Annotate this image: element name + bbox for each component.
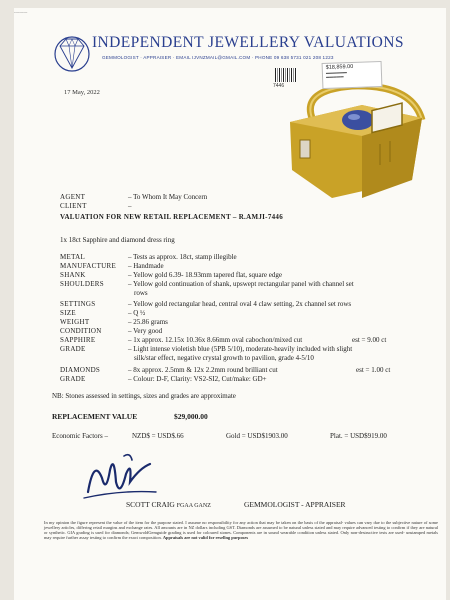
detail-value: – Q ½ (128, 309, 146, 317)
detail-label: SIZE (60, 309, 76, 317)
company-name: INDEPENDENT JEWELLERY VALUATIONS (92, 34, 404, 51)
detail-value: – Yellow gold 6.39- 18.93mm tapered flat, square edge (128, 271, 282, 279)
contact-line: GEMMOLOGIST · APPRAISER · EMAIL IJVNZMAIL@GMAIL.COM · PHONE 09 638 5731 021 208 1223 (102, 55, 334, 60)
valuation-title: VALUATION FOR NEW RETAIL REPLACEMENT – R.AMJI-7446 (60, 213, 284, 221)
detail-label: DIAMONDS (60, 366, 101, 374)
detail-value: – Light intense violetish blue (5PB 5/10), moderate-heavily included with slight (128, 345, 353, 353)
detail-value: – Yellow gold continuation of shank, upswept rectangular panel with channel set (128, 280, 354, 288)
detail-label: METAL (60, 253, 86, 261)
signature-image (80, 448, 160, 506)
detail-label: GRADE (60, 375, 86, 383)
disclaimer-body: In my opinion the figure represent the value of the item for the purpose stated. I assume no responsibility for any action that may be taken on the basis of the appraisal- values can vary due to the subjective nature of some jewellery articles, differing retail margins and exchange rates. All amounts are in NZ dollars including GST. Diamonds are assumed to be natural unless stated and may require advanced testing to confirm if they are natural or synthetic. GIA grading is used for diamonds; GemwoldGemguide grading is used for coloured stones. Components are in sound wearable condition unless stated. Only non-destructive tests are used- unstamped metals may require further assay testing to confirm the exact composition. (44, 520, 438, 541)
detail-label: CONDITION (60, 327, 102, 335)
barcode-number: 7446 (273, 83, 285, 89)
client-label: CLIENT (60, 202, 87, 210)
exchange-rate: NZD$ = USD$.66 (132, 432, 184, 440)
detail-value: – Yellow gold rectangular head, central oval 4 claw setting, 2x channel set rows (128, 300, 352, 308)
detail-label: MANUFACTURE (60, 262, 117, 270)
detail-label: SAPPHIRE (60, 336, 96, 344)
detail-label: WEIGHT (60, 318, 90, 326)
ring-photo (262, 60, 446, 210)
item-description: 1x 18ct Sapphire and diamond dress ring (60, 236, 175, 244)
signer-role: GEMMOLOGIST - APPRAISER (244, 500, 346, 509)
stones-note: NB: Stones assessed in settings, sizes and grades are approximate (52, 392, 236, 400)
signer-name: SCOTT CRAIG (126, 500, 175, 509)
price-tag (322, 61, 383, 89)
detail-value: – Tests as approx. 18ct, stamp illegible (128, 253, 237, 261)
detail-value-continued: silk/star effect, negative crystal growth to pavilion, grade 4-5/10 (134, 354, 314, 362)
detail-value: – 1x approx. 12.15x 10.36x 8.66mm oval cabochon/mixed cut (128, 336, 303, 344)
signer-credentials: FGAA GANZ (176, 503, 211, 509)
detail-value-continued: rows (134, 289, 148, 297)
barcode-icon (275, 68, 297, 82)
agent-label: AGENT (60, 193, 86, 201)
disclaimer-text (44, 520, 438, 540)
detail-label: SETTINGS (60, 300, 96, 308)
price-tag-value: $18,859.00 (325, 63, 354, 71)
document-date: 17 May, 2022 (64, 89, 100, 96)
detail-label: SHOULDERS (60, 280, 104, 288)
top-small-text: ---------- (14, 10, 28, 15)
diamond-estimate: est = 1.00 ct (356, 366, 391, 374)
replacement-value: $29,000.00 (174, 412, 208, 421)
gold-price: Gold = USD$1903.00 (226, 432, 288, 440)
detail-value: – 25.86 grams (128, 318, 168, 326)
economic-factors-label: Economic Factors – (52, 432, 108, 440)
agent-value: – To Whom It May Concern (128, 193, 208, 201)
client-value: – (128, 202, 132, 210)
disclaimer-bold: Appraisals are not valid for resellng purposes (162, 535, 249, 541)
platinum-price: Plat. = USD$919.00 (330, 432, 387, 440)
company-logo-icon (52, 28, 92, 84)
price-tag-lines: ▬▬▬▬▬▬ ▬▬▬▬▬ (325, 70, 347, 79)
detail-value: – Handmade (128, 262, 164, 270)
detail-value: – Very good (128, 327, 163, 335)
signer-name-line (126, 500, 211, 509)
detail-value: – 8x approx. 2.5mm & 12x 2.2mm round brilliant cut (128, 366, 278, 374)
sapphire-estimate: est = 9.00 ct (352, 336, 387, 344)
replacement-value-label: REPLACEMENT VALUE (52, 412, 138, 421)
detail-label: GRADE (60, 345, 86, 353)
detail-label: SHANK (60, 271, 86, 279)
detail-value: – Colour: D-F, Clarity: VS2-SI2, Cut/make: GD+ (128, 375, 267, 383)
